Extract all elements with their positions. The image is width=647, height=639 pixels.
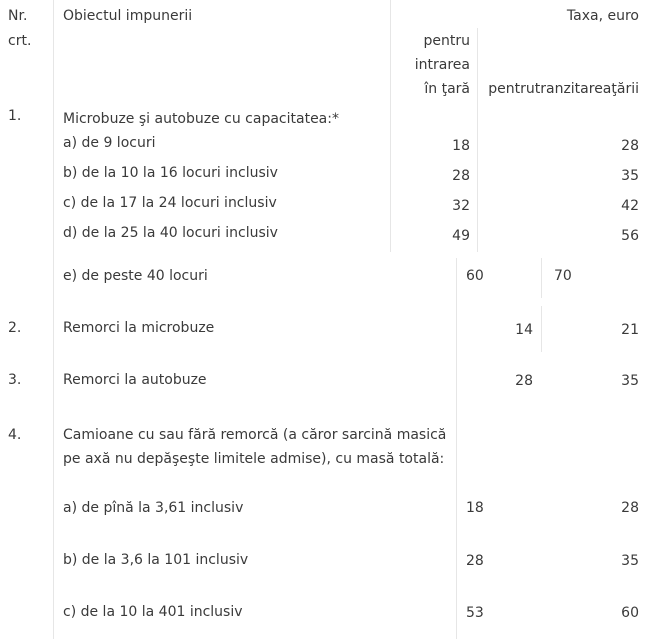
- row-text: d) de la 25 la 40 locuri inclusiv: [63, 225, 278, 241]
- header-entry-1: pentru: [423, 33, 470, 49]
- row-nr: 1.: [8, 108, 22, 124]
- row-text: e) de peste 40 locuri: [63, 268, 208, 284]
- row-nr: 3.: [8, 372, 22, 388]
- row-text: Remorci la autobuze: [63, 372, 207, 388]
- header-transit: pentrutranzitareaţării: [488, 81, 639, 97]
- entry-value: 28: [515, 373, 533, 389]
- row-text-line1: Camioane cu sau fără remorcă (a căror sarcină masică: [63, 427, 447, 443]
- row-text: a) de 9 locuri: [63, 135, 156, 151]
- transit-value: 60: [621, 605, 639, 621]
- entry-value: 18: [466, 500, 484, 516]
- entry-value: 28: [466, 553, 484, 569]
- entry-value: 53: [466, 605, 484, 621]
- header-object: Obiectul impunerii: [63, 8, 193, 24]
- transit-value: 35: [621, 168, 639, 184]
- header-crt: crt.: [8, 33, 32, 49]
- header-entry-3: în ţară: [424, 81, 470, 97]
- divider-col-entry-e: [541, 258, 542, 298]
- entry-value: 28: [452, 168, 470, 184]
- divider-col-entry-top: [477, 28, 478, 252]
- row-text-line2: pe axă nu depăşeşte limitele admise), cu masă totală:: [63, 451, 445, 467]
- row-text: c) de la 17 la 24 locuri inclusiv: [63, 195, 277, 211]
- entry-value: 49: [452, 228, 470, 244]
- entry-value: 32: [452, 198, 470, 214]
- transit-value: 35: [621, 373, 639, 389]
- row-text: b) de la 3,6 la 101 inclusiv: [63, 552, 249, 568]
- transit-value: 28: [621, 500, 639, 516]
- entry-value: 14: [515, 322, 533, 338]
- transit-value: 56: [621, 228, 639, 244]
- transit-value: 35: [621, 553, 639, 569]
- transit-value: 70: [554, 268, 572, 284]
- divider-col-object-top: [390, 0, 391, 252]
- header-fee: Taxa, euro: [566, 8, 639, 24]
- header-entry-2: intrarea: [414, 57, 470, 73]
- transit-value: 21: [621, 322, 639, 338]
- row-text: a) de pînă la 3,61 inclusiv: [63, 500, 244, 516]
- transit-value: 42: [621, 198, 639, 214]
- row-text: Microbuze şi autobuze cu capacitatea:*: [63, 111, 339, 127]
- divider-col-nr: [53, 0, 54, 639]
- entry-value: 18: [452, 138, 470, 154]
- row-text: Remorci la microbuze: [63, 320, 215, 336]
- row-text: c) de la 10 la 401 inclusiv: [63, 604, 243, 620]
- header-nr: Nr.: [8, 8, 28, 24]
- transit-value: 28: [621, 138, 639, 154]
- divider-col-object-bottom: [456, 258, 457, 639]
- row-text: b) de la 10 la 16 locuri inclusiv: [63, 165, 278, 181]
- row-nr: 4.: [8, 427, 22, 443]
- divider-col-entry-2: [541, 306, 542, 352]
- entry-value: 60: [466, 268, 484, 284]
- row-nr: 2.: [8, 320, 22, 336]
